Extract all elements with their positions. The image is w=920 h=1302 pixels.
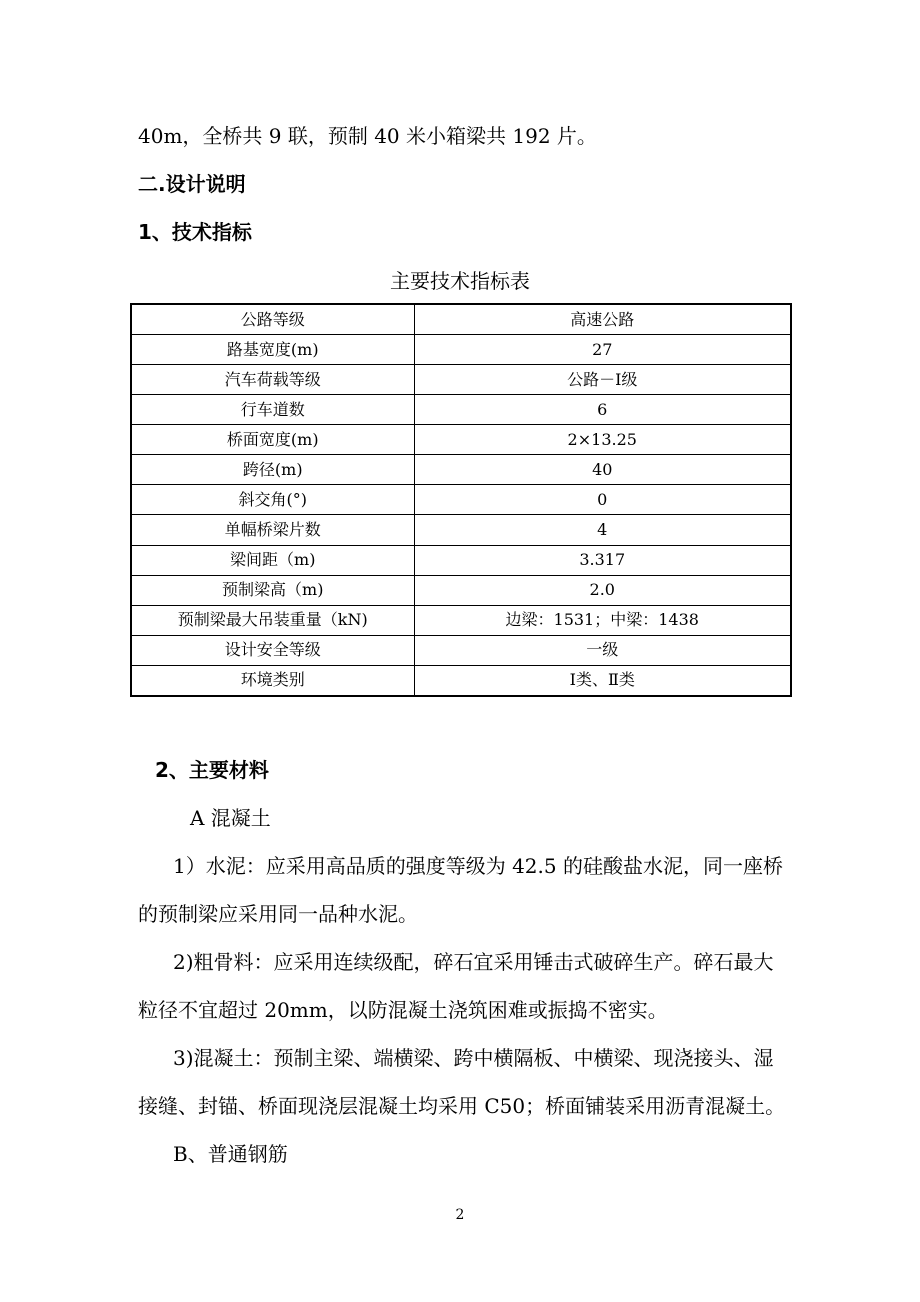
row-label: 斜交角(°) [131, 485, 414, 515]
table-row [131, 365, 791, 395]
row-label: 路基宽度(m) [131, 335, 414, 365]
row-label: 汽车荷载等级 [131, 365, 414, 395]
table-caption: 主要技术指标表 [390, 269, 530, 293]
intro-line: 40m，全桥共 9 联，预制 40 米小箱梁共 192 片。 [138, 124, 597, 148]
table-row [131, 575, 791, 605]
table-row [131, 304, 791, 335]
row-label: 预制梁高（m) [131, 575, 414, 605]
table-row [131, 665, 791, 696]
row-label: 桥面宽度(m) [131, 425, 414, 455]
subsection-main-materials: 2、主要材料 [155, 758, 269, 782]
section-title: 二.设计说明 [138, 172, 246, 196]
row-label: 跨径(m) [131, 455, 414, 485]
table-row [131, 455, 791, 485]
row-value: 6 [414, 395, 791, 425]
row-label: 行车道数 [131, 395, 414, 425]
row-value: 公路－Ⅰ级 [414, 365, 791, 395]
row-value: 边梁：1531；中梁：1438 [414, 605, 791, 635]
item1-line1: 1）水泥：应采用高品质的强度等级为 42.5 的硅酸盐水泥，同一座桥 [173, 854, 783, 878]
row-label: 梁间距（m) [131, 545, 414, 575]
part-a-heading: A 混凝土 [190, 806, 271, 830]
row-value: 2.0 [414, 575, 791, 605]
row-value: 4 [414, 515, 791, 545]
page-number: 2 [455, 1207, 465, 1223]
table-row [131, 425, 791, 455]
row-value: 40 [414, 455, 791, 485]
table-row [131, 605, 791, 635]
row-value: 高速公路 [414, 304, 791, 335]
row-label: 单幅桥梁片数 [131, 515, 414, 545]
table-row [131, 635, 791, 665]
table-row [131, 515, 791, 545]
row-value: 3.317 [414, 545, 791, 575]
item2-line1: 2)粗骨料：应采用连续级配，碎石宜采用锤击式破碎生产。碎石最大 [173, 950, 774, 974]
row-label: 公路等级 [131, 304, 414, 335]
table-row [131, 545, 791, 575]
item3-line2: 接缝、封锚、桥面现浇层混凝土均采用 C50；桥面铺装采用沥青混凝土。 [138, 1094, 786, 1118]
row-label: 环境类别 [131, 665, 414, 696]
table-row [131, 395, 791, 425]
item1-line2: 的预制梁应采用同一品种水泥。 [138, 902, 418, 926]
item2-line2: 粒径不宜超过 20mm，以防混凝土浇筑困难或振捣不密实。 [138, 998, 668, 1022]
row-value: Ⅰ类、Ⅱ类 [414, 665, 791, 696]
row-value: 0 [414, 485, 791, 515]
row-value: 2×13.25 [414, 425, 791, 455]
table-row [131, 335, 791, 365]
row-value: 一级 [414, 635, 791, 665]
spec-table [130, 303, 792, 697]
subsection-technical-indicators: 1、技术指标 [138, 220, 252, 244]
part-b-heading: B、普通钢筋 [173, 1142, 288, 1166]
item3-line1: 3)混凝土：预制主梁、端横梁、跨中横隔板、中横梁、现浇接头、湿 [173, 1046, 774, 1070]
row-value: 27 [414, 335, 791, 365]
row-label: 预制梁最大吊装重量（kN) [131, 605, 414, 635]
table-row [131, 485, 791, 515]
row-label: 设计安全等级 [131, 635, 414, 665]
